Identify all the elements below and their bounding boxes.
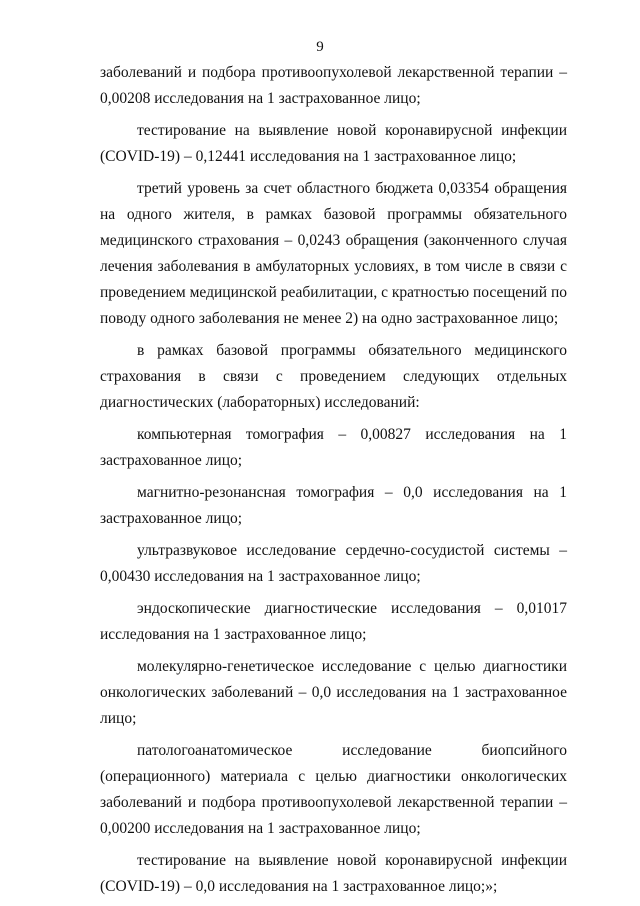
document-body xyxy=(100,60,567,906)
paragraph-diagnostics-intro: в рамках базовой программы обязательного медицинского страхования в связи с проведением следующих отдельных диагностических (лабораторных) исследований: xyxy=(100,342,567,411)
paragraph-molecular-genetic: молекулярно-генетическое исследование с целью диагностики онкологических заболеваний – 0,0 исследования на 1 застрахованное лицо; xyxy=(100,658,567,727)
paragraph-covid-testing-1: тестирование на выявление новой коронавирусной инфекции (COVID-19) – 0,12441 исследования на 1 застрахованное лицо; xyxy=(100,122,567,165)
paragraph-ultrasound: ультразвуковое исследование сердечно-сосудистой системы – 0,00430 исследования на 1 застрахованное лицо; xyxy=(100,542,567,585)
paragraph-covid-testing-2: тестирование на выявление новой коронавирусной инфекции (COVID-19) – 0,0 исследования на 1 застрахованное лицо;»; xyxy=(100,852,567,895)
paragraph-mri: магнитно-резонансная томография – 0,0 исследования на 1 застрахованное лицо; xyxy=(100,484,567,527)
page-number: 9 xyxy=(316,39,324,55)
paragraph-ct: компьютерная томография – 0,00827 исследования на 1 застрахованное лицо; xyxy=(100,426,567,469)
paragraph-endoscopy: эндоскопические диагностические исследования – 0,01017 исследования на 1 застрахованное лицо; xyxy=(100,600,567,643)
paragraph-third-level: третий уровень за счет областного бюджета 0,03354 обращения на одного жителя, в рамках базовой программы обязательного медицинского страхования – 0,0243 обращения (законченного случая лечения заболевания в амбулаторных условиях, в том числе в связи с проведением медицинской реабилитации, с кратностью посещений по поводу одного заболевания не менее 2) на одно застрахованное лицо; xyxy=(100,180,567,327)
paragraph-pathology: патологоанатомическое исследование биопсийного (операционного) материала с целью диагностики онкологических заболеваний и подбора противоопухолевой лекарственной терапии – 0,00200 исследования на 1 застрахованное лицо; xyxy=(100,742,567,837)
paragraph-continuation: заболеваний и подбора противоопухолевой лекарственной терапии – 0,00208 исследования на 1 застрахованное лицо; xyxy=(100,64,567,107)
